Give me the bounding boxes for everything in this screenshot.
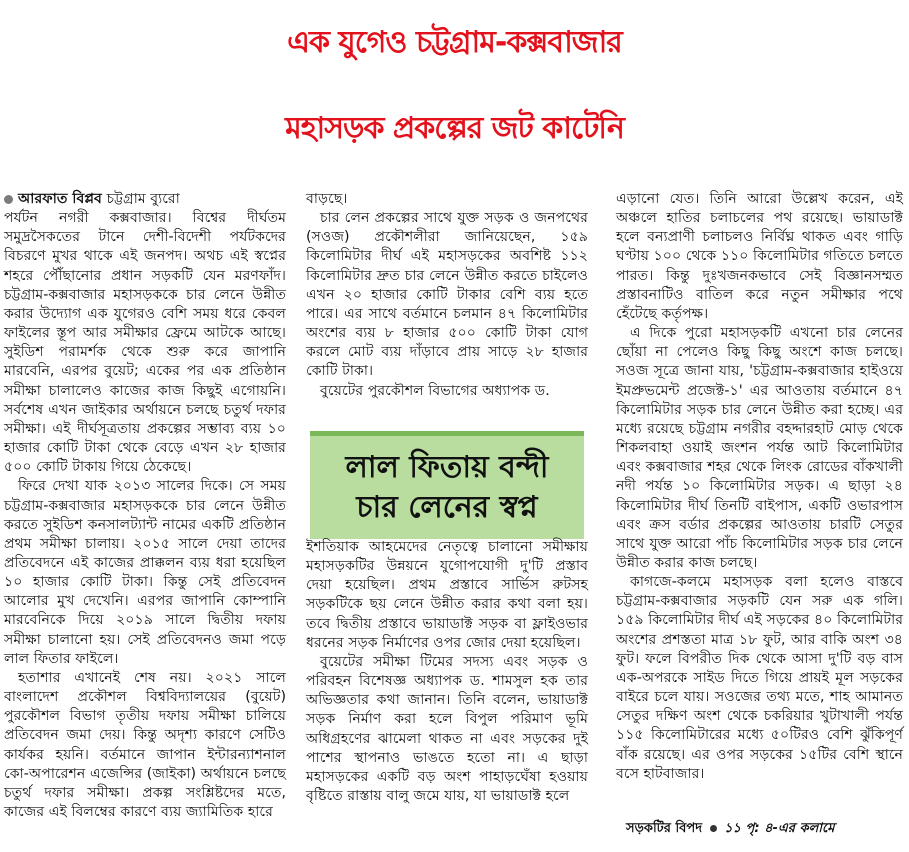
headline-line-1: এক যুগেও চট্টগ্রাম-কক্সবাজার (287, 25, 622, 60)
pull-quote-box (310, 431, 584, 539)
bullet-icon (4, 195, 13, 204)
bullet-icon (710, 825, 717, 832)
paragraph: বুয়েটের পুরকৌশল বিভাগের অধ্যাপক ড. (320, 382, 550, 399)
paragraph: কাগজে-কলমে মহাসড়ক বলা হলেও বাস্তবে চট্টগ্রাম-কক্সবাজার সড়কটি যেন সরু এক গলি। ১৫৯ কিলোমিটার দীর্ঘ এই সড়কের ৪০ কিলোমিটার অংশের প্রশস্ততা মাত্র ১৮ ফুট, আর বাকি অংশ ৩৪ ফুট। ফলে বিপরীত দিক থেকে আসা দু'টি বড় বাস এক-অপরকে সাইড দিতে গিয়ে প্রায়ই মূল সড়কের বাইরে চলে যায়। সওজের তথ্য মতে, শাহ আমানত সেতুর দক্ষিণ অংশ থেকে চকরিয়ার খুটাখালী পর্যন্ত ১১৫ কিলোমিটারের মধ্যে ৫০টিরও বেশি ঝুঁকিপূর্ণ বাঁক রয়েছে। এর ওপর সড়কের ১৫টির বেশি স্থানে বসে হাটবাজার। (616, 574, 903, 782)
article-column-2 (306, 190, 588, 401)
paragraph: ফিরে দেখা যাক ২০১৩ সালের দিকে। সে সময় চট্টগ্রাম-কক্সবাজার মহাসড়ককে চার লেনে উন্নীত করতে সুইডিশ কনসালট্যান্ট নামের একটি প্রতিষ্ঠান প্রথম সমীক্ষা চালায়। ২০১৫ সালে দেয়া তাদের প্রতিবেদনে এই কাজের প্রাক্কলন ব্যয় ধরা হয়েছিল ১০ হাজার কোটি টাকা। কিন্তু সেই প্রতিবেদন আলোর মুখ দেখেনি। এরপর জাপানি কোম্পানি মারবেনিকে দিয়ে ২০১৯ সালে দ্বিতীয় দফায় সমীক্ষা চালানো হয়। সেই প্রতিবেদনও জমা পড়ে লাল ফিতার ফাইলে। (4, 478, 286, 667)
jump-page-note: ১১ পৃ: ৪-এর কলামে (724, 821, 835, 836)
article-column-1 (4, 190, 286, 822)
article-column-3 (616, 190, 903, 784)
author-name: আরফাত বিপ্লব (18, 191, 102, 207)
headline-line-2: মহাসড়ক প্রকল্পের জট কাটেনি (285, 111, 624, 146)
paragraph: এড়ানো যেত। তিনি আরো উল্লেখ করেন, এই অঞ্চলে হাতির চলাচলের পথ রয়েছে। ভায়াডাক্ট হলে বন্যপ্রাণী চলাচলও নির্বিঘ্ন থাকত এবং গাড়ি ঘণ্টায় ১০০ থেকে ১১০ কিলোমিটার গতিতে চলতে পারত। কিন্তু দুঃখজনকভাবে সেই বিজ্ঞানসম্মত প্রস্তাবনাটিও বাতিল করে নতুন সমীক্ষার পথে হেঁটেছে কর্তৃপক্ষ। (616, 191, 903, 322)
jump-label: সড়কটির বিপদ (626, 821, 703, 836)
continued-on-note (626, 820, 834, 837)
paragraph: ইশতিয়াক আহমেদের নেতৃত্বে চালানো সমীক্ষায় মহাসড়কটির উন্নয়নে যুগোপযোগী দু'টি প্রস্তাব দেয়া হয়েছিল। প্রথম প্রস্তাবে সার্ভিস রুটসহ সড়কটিকে ছয় লেনে উন্নীত করার কথা বলা হয়। তবে দ্বিতীয় প্রস্তাবে ভায়াডাক্ট সড়ক বা ফ্লাইওভার ধরনের সড়ক নির্মাণের ওপর জোর দেয়া হয়েছিল। (306, 539, 588, 651)
article-column-2-continued (306, 538, 588, 806)
paragraph: এ দিকে পুরো মহাসড়কটি এখনো চার লেনের ছোঁয়া না পেলেও কিছু কিছু অংশে কাজ চলছে। সওজ সূত্রে জানা যায়, 'চট্টগ্রাম-কক্সবাজার হাইওয়ে ইমপ্রুভমেন্ট প্রজেক্ট-১' এর আওতায় বর্তমানে ৪৭ কিলোমিটার সড়ক চার লেনে উন্নীত করা হচ্ছে। এর মধ্যে রয়েছে চট্টগ্রাম নগরীর বহদ্দারহাট মোড় থেকে শিকলবাহা ওয়াই জংশন পর্যন্ত আট কিলোমিটার এবং কক্সবাজার শহর থেকে লিংক রোডের বাঁকখালী নদী পর্যন্ত ১০ কিলোমিটার সড়ক। এ ছাড়া ২৪ কিলোমিটার দীর্ঘ তিনটি বাইপাস, একটি ওভারপাস এবং ক্রস বর্ডার প্রকল্পের আওতায় চারটি সেতুর সাথে যুক্ত আরো পাঁচ কিলোমিটার সড়ক চার লেনে উন্নীত করার কাজ চলছে। (616, 325, 903, 571)
byline (4, 190, 286, 209)
paragraph: বাড়ছে। (306, 191, 348, 207)
headline (0, 0, 909, 185)
pull-quote-line-2: চার লেনের স্বপ্ন (356, 489, 538, 525)
bureau-name: চট্টগ্রাম ব্যুরো (106, 191, 180, 207)
paragraph: পর্যটন নগরী কক্সবাজার। বিশ্বের দীর্ঘতম সমুদ্রসৈকতের টানে দেশী-বিদেশী পর্যটকদের বিচরণে মুখর থাকে এই জনপদ। অথচ এই স্বপ্নের শহরে পৌঁছানোর প্রধান সড়কটি যেন মরণফাঁদ। চট্টগ্রাম-কক্সবাজার মহাসড়ককে চার লেনে উন্নীত করার উদ্যোগ এক যুগেরও বেশি সময় ধরে কেবল ফাইলের স্তূপ আর সমীক্ষার ফ্রেমে আটকে আছে। সুইডিশ পরামর্শক থেকে শুরু করে জাপানি মারবেনি, এরপর বুয়েট; একের পর এক প্রতিষ্ঠান সমীক্ষা চালালেও কাজের কাজ কিছুই এগোয়নি। সর্বশেষ এখন জাইকার অর্থায়নে চলছে চতুর্থ দফার সমীক্ষা। এই দীর্ঘসূত্রতায় প্রকল্পের সম্ভাব্য ব্যয় ১০ হাজার কোটি টাকা থেকে বেড়ে এখন ২৮ হাজার ৫০০ কোটি টাকায় গিয়ে ঠেকেছে। (4, 210, 286, 476)
pull-quote-line-1: লাল ফিতায় বন্দী (345, 449, 549, 485)
paragraph: হতাশার এখানেই শেষ নয়। ২০২১ সালে বাংলাদেশ প্রকৌশল বিশ্ববিদ্যালয়ের (বুয়েট) পুরকৌশল বিভাগ তৃতীয় দফায় সমীক্ষা চালিয়ে প্রতিবেদন জমা দেয়। কিন্তু অদৃশ্য কারণে সেটিও কার্যকর হয়নি। বর্তমানে জাপান ইন্টারন্যাশনাল কো-অপারেশন এজেন্সির (জাইকা) অর্থায়নে চলছে চতুর্থ দফার সমীক্ষা। প্রকল্প সংশ্লিষ্টদের মতে, কাজের এই বিলম্বের কারণে ব্যয় জ্যামিতিক হারে (4, 669, 286, 820)
paragraph: বুয়েটের সমীক্ষা টিমের সদস্য এবং সড়ক ও পরিবহন বিশেষজ্ঞ অধ্যাপক ড. শামসুল হক তার অভিজ্ঞতার কথা জানান। তিনি বলেন, ভায়াডাক্ট সড়ক নির্মাণ করা হলে বিপুল পরিমাণ ভূমি অধিগ্রহণের ঝামেলা থাকত না এবং সড়কের দুই পাশের স্থাপনাও ভাঙতে হতো না। এ ছাড়া মহাসড়কের একটি বড় অংশ পাহাড়ঘেঁষা হওয়ায় বৃষ্টিতে রাস্তায় বালু জমে যায়, যা ভায়াডাক্ট হলে (306, 653, 588, 805)
paragraph: চার লেন প্রকল্পের সাথে যুক্ত সড়ক ও জনপথের (সওজ) প্রকৌশলীরা জানিয়েছেন, ১৫৯ কিলোমিটার দীর্ঘ এই মহাসড়কের অবশিষ্ট ১১২ কিলোমিটার দ্রুত চার লেনে উন্নীত করতে চাইলেও এখন ২০ হাজার কোটি টাকার বেশি ব্যয় হতে পারে। এর সাথে বর্তমানে চলমান ৪৭ কিলোমিটার অংশের ব্যয় ৮ হাজার ৫০০ কোটি টাকা যোগ করলে মোট ব্যয় দাঁড়াবে প্রায় সাড়ে ২৮ হাজার কোটি টাকা। (306, 210, 588, 380)
